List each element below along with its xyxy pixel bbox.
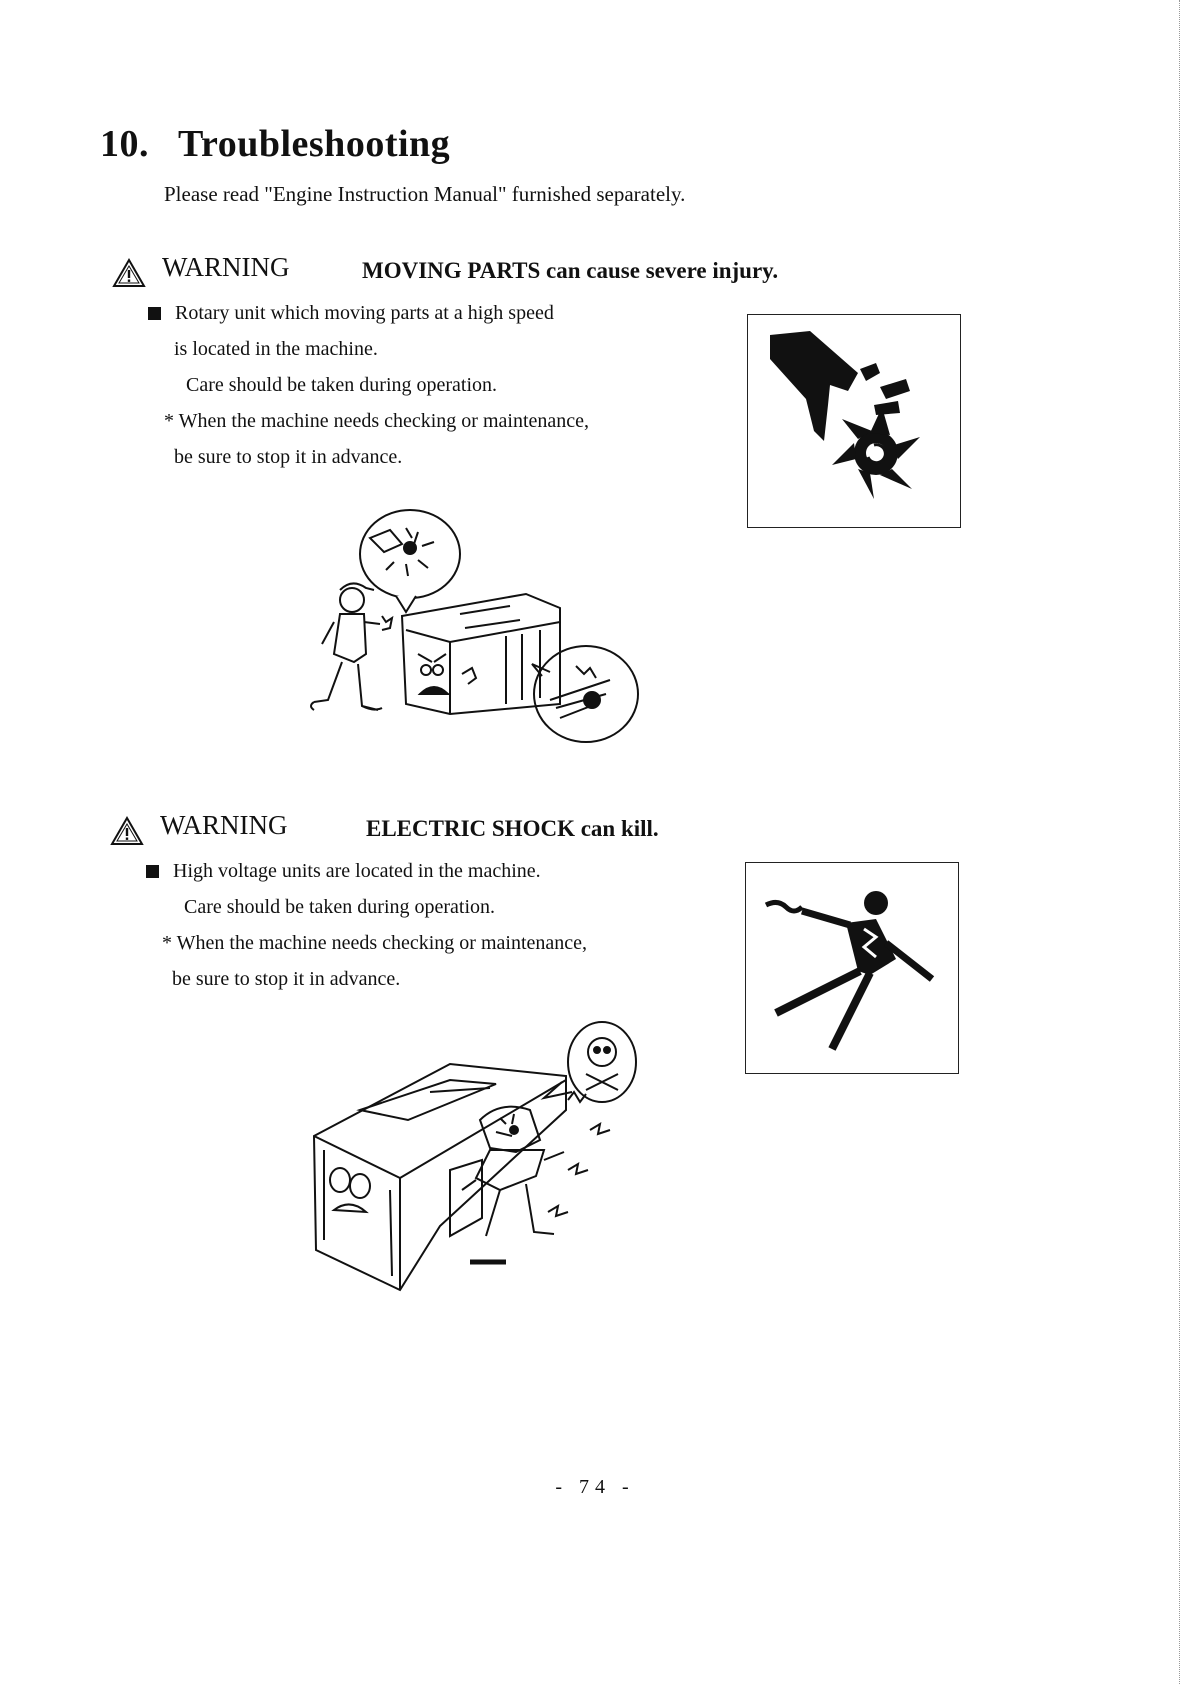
warning-message: MOVING PARTS can cause severe injury. [362,258,779,283]
bullet-square-icon [146,865,159,878]
warning-triangle-icon [110,816,144,846]
section-title-text: Troubleshooting [178,123,451,165]
warning-header-electric-shock [110,810,850,850]
moving-parts-pictogram [747,314,961,528]
section-title [100,122,450,166]
electric-shock-hazard-illustration [300,1000,640,1300]
hand-entanglement-icon [748,315,960,527]
rotating-parts-hazard-illustration [310,504,640,758]
bullet-square-icon [148,307,161,320]
section-number: 10. [100,123,149,165]
warning-text-line: be sure to stop it in advance. [172,968,401,990]
warning-label: WARNING [160,810,288,840]
electric-shock-icon [746,863,958,1073]
warning-text-line: * When the machine needs checking or maintenance, [164,410,590,432]
warning-header-moving-parts [112,252,852,292]
warning-text-line: is located in the machine. [174,338,378,360]
electric-shock-pictogram [745,862,959,1074]
warning-text-line: be sure to stop it in advance. [174,446,403,468]
warning-text-line: Care should be taken during operation. [184,896,496,918]
warning-text-line: * When the machine needs checking or maintenance, [162,932,588,954]
section-note: Please read "Engine Instruction Manual" furnished separately. [164,182,686,206]
warning-text-line: Rotary unit which moving parts at a high speed [148,302,554,325]
warning-text-line: Care should be taken during operation. [186,374,498,396]
warning-label: WARNING [162,252,290,282]
scan-edge-line [1179,0,1180,1684]
warning-message: ELECTRIC SHOCK can kill. [366,816,659,841]
page-number: - 74 - [555,1476,635,1498]
warning-triangle-icon [112,258,146,288]
warning-text-line: High voltage units are located in the machine. [146,860,541,883]
